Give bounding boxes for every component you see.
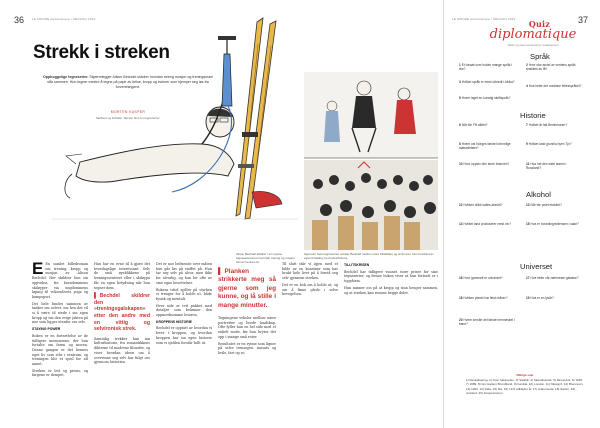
quiz-answers <box>466 373 584 395</box>
body-column-3 <box>156 262 212 412</box>
paragraph: Streken er lett og presis, og fargene er dempet. <box>32 368 88 378</box>
paragraph: Det er noe befriende over måten hun går løs på stoffet på. Hun tar seg selv på alvor, men ikke for alvorlig, og hun ler ofte av sine egne besettelser. <box>156 262 212 285</box>
quiz-question: 10Hvor oppsto den store brannen? <box>459 162 510 166</box>
left-page-number: 36 <box>14 15 25 25</box>
quiz-question: 6Når ble FN stiftet? <box>459 123 488 127</box>
quiz-question: 7Hvilket år falt Berlinmuren? <box>526 123 568 127</box>
quiz-title-small: Quiz <box>528 19 550 29</box>
quiz-question: 11Hva het den siste tsaren i Russland? <box>526 162 567 171</box>
standfirst-text: Skjærmlegger Alison Bechdel skildrer hvordan streng mosjon og treningsmani slår sammen. Hun tegner mestre å tegne på papir av helse, kropp og kvinner som kjemper seg løs fra forventningene. <box>47 75 213 89</box>
paragraph: Boken er en fortsettelse av de tidligere memoarene, der hun fortalte om faren og moren. Denne gangen er det hennes eget liv som står i sentrum, og treningen blir et speil for alt annet. <box>32 333 88 367</box>
body-column-6 <box>344 262 438 412</box>
quiz-question: 2Hvor stor andel av verdens språk snakkes av få? <box>526 63 576 72</box>
dropcap: E <box>32 262 44 278</box>
article-byline: MORTEN KASPER <box>110 110 146 114</box>
paragraph: Det er en bok om å holde ut, og om å finne glede i selve bevegelsen. <box>282 282 338 297</box>
quiz-section-sprak: Språk <box>530 52 550 61</box>
quiz-question: 14Hvilket land produserer mest vin? <box>459 222 511 226</box>
quiz-subtitle: Tekst og sammensetning: redaksjonen <box>507 43 559 47</box>
quiz-question: 15Hva er hovedingrediensen i sake? <box>526 222 579 226</box>
body-column-2 <box>94 262 150 412</box>
pull-quote-2: ▌ Planken strikkerte meg så gjerne som jeg kunne, og lå stille i mange minutter. <box>218 268 276 309</box>
paragraph: Det hele bindes sammen av tanker om selvet, om hva det vil si å være til stede i sin egen kropp og om den evige jakten på noe som ligger utenfor oss selv. <box>32 301 88 325</box>
column-subhead: TILLITSKRISEN <box>344 263 370 267</box>
quiz-section-alkohol: Alkohol <box>526 190 551 199</box>
page-gutter <box>443 0 444 428</box>
column-subhead: STAYING POWER <box>32 327 61 332</box>
quiz-question: 20Hvem sendte det første mennesket i bane? <box>459 318 515 327</box>
paragraph: Tegningene veksler mellom nære portretter og brede landskap. Ofte fyller hun en hel side med et enkelt motiv, før hun bryter det opp i mange små ruter. <box>218 316 276 339</box>
paragraph: Samtidig trekker hun inn kulturhistorie, fra romantikkens dikterne til moderne filosofer, og viser hvordan ideen om å overvinne seg selv har fulgt oss gjennom historien. <box>94 336 150 365</box>
left-running-head: LE MONDE diplomatique / ÅRGANG 2021 <box>32 17 96 21</box>
paragraph: Bechdel er opptatt av hvordan vi lever i kroppen, og hvordan kroppen har sin egen historie som vi sjelden forstår fullt ut. <box>156 326 212 345</box>
party-crowd-illustration <box>304 72 438 250</box>
answers-heading: Riktige svar <box>516 373 534 377</box>
quiz-question: 12Hvilken drikk kalles akevitt? <box>459 203 503 207</box>
quiz-section-historie: Historie <box>520 111 546 120</box>
paragraph: Hun har en evne til å gjøre det hverdagslige interessant. Selv de små øyeblikkene på treningssenteret eller i skiløypa får en egen betydning når hun tegner dem. <box>94 262 150 290</box>
quiz-question: 16Hvor gammelt er universet? <box>459 276 503 280</box>
quiz-question: 4Hva heter det nordiske fellesspråket? <box>526 84 582 88</box>
paragraph: Bokens tittel spiller på styrken vi trenger for å holde ut, både fysisk og mentalt. <box>156 287 212 301</box>
paragraph: Hver side er tett pakket med detaljer som belønner den oppmerksomme leseren. <box>156 303 212 318</box>
quiz-question: 9Hvilket land grunnla byen Tyr? <box>526 142 572 146</box>
quiz-question: 5Hvem laget en kunstig skriftspråk? <box>459 96 511 100</box>
body-column-1 <box>32 262 88 412</box>
right-running-head: LE MONDE diplomatique / ÅRGANG 2021 <box>452 17 516 21</box>
standfirst-lead: Opphoggelige tegneserier. <box>43 75 89 79</box>
article-headline: Strekk i streken <box>33 42 170 63</box>
quiz-question: 19Hva er en lysår? <box>526 296 554 300</box>
author-bio: Skribent og forfatter. Skriver fast om tegneserier. <box>95 116 161 120</box>
quiz-question: 8Hvem var Norges første kvinnelige statsminister? <box>459 142 511 151</box>
column-subhead: KROPPENS HISTORIE <box>156 319 192 324</box>
right-art-caption: Gjennom hele tegneserien veksler Bechdel mellom store bildeflater og små ruter. Hun kombinerer egen fortelling med kulturhistorie. <box>304 252 434 260</box>
quiz-question: 3Hvilket språk er mest utbredt i Afrika? <box>459 80 515 84</box>
right-page-number: 37 <box>578 15 589 25</box>
paragraph: Resultatet er en rytme som ligner på selve treningen: innsats og hvile, fart og ro. <box>218 341 276 355</box>
paragraph: Hun minner oss på at kropp og sinn henger sammen, og at streken kan romme begge deler. <box>344 285 438 295</box>
article-standfirst <box>40 75 216 90</box>
illustration-caption: Alison Bechdel skildrer i sin nyeste tegneserieroman hvordan trening og mosjon former hennes liv. <box>236 252 295 264</box>
quiz-question: 1Et forsøk som holder mange språk i live? <box>459 63 513 72</box>
body-column-5 <box>282 262 338 412</box>
pull-quote-1: ▌ Bechdel skildrer den »treningsgalskapen« etter den andre med en vittig og selvironisk strek. <box>94 293 150 333</box>
quiz-question: 18Hvilken planet har flest måner? <box>459 296 508 300</box>
quiz-title-large: diplomatique <box>489 27 577 42</box>
body-column-4 <box>218 262 276 412</box>
quiz-section-universet: Universet <box>520 262 553 271</box>
quiz-question: 13Når ble polet etablert? <box>526 203 562 207</box>
paragraph: E En samlet billedroman om trening, kropp og mosjon av Alison Bechdel. Her skildrer hun sin oppvekst, fra barndommens skiløyper via ungdommens løping til voksenlivets yoga og kampsport. <box>32 262 88 299</box>
answers-text: 1) Revitalisering. 2) Over halvparten. 3) Swahili. 4) Skandinavisk. 5) Zamenhof. 6) 1945. 7) 1989. 8) Gro Harlem Brundtland. 9) Fønikia. 10) London. 11) Nikolaj II. 12) Brennevin. 13) 1922. 14) Italia. 15) Ris. 16) 13,8 milliarder år. 17) Andromeda. 18) Saturn. 19) Avstand. 20) Sovjetunionen. <box>466 378 584 395</box>
paragraph: Til slutt står vi igjen med et bilde av en kunstner som har brukt hele livet på å forstå seg selv gjennom streken. <box>282 262 338 281</box>
quiz-question: 17Hva heter vår nærmeste galakse? <box>526 276 579 280</box>
quiz-title <box>488 20 578 41</box>
paragraph: Bechdel har tidligere vunnet store priser for sine tegneserier, og denne boken viser at hun fortsatt er i toppform. <box>344 269 438 284</box>
